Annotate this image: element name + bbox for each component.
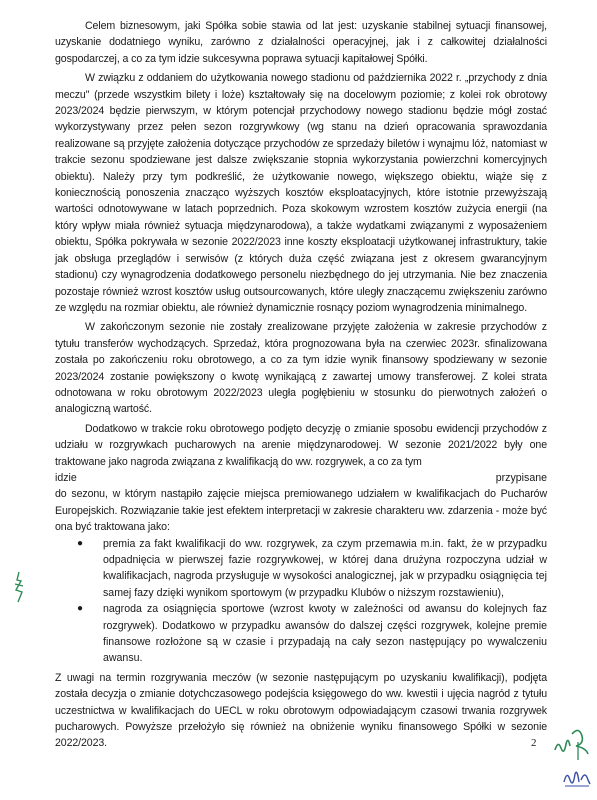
paragraph-accounting-change: Z uwagi na termin rozgrywania meczów (w sezonie następującym po uzyskaniu kwalifikacji), podjęta została decyzja o zmianie dotychczasowego podejścia księgowego do ww. kwestii i ujęcia nagród z tytułu uczestnictwa w kwalifikacjach do UECL w roku obrotowym odpowiadającym czasowi trwania rozgrywek pucharowych. Powyższe przełożyło się również na obniżenie wyniku finansowego Spółki w sezonie 2022/2023. [55,671,547,750]
margin-initial-mark [10,568,28,608]
split-right: przypisane [495,471,547,484]
list-item [55,601,547,667]
page-number: 2 [531,737,537,749]
list-item-text: premia za fakt kwalifikacji do ww. rozgrywek, za czym przemawia m.in. fakt, że w przypadku odpadnięcia w pierwszej fazie rozgrywkowej, w której dana drużyna rozpoczyna udział w kwalifikacjach, nagroda przysługuje w wysokości analogicznej, jak w przypadku osiągnięcia tej samej fazy dzięki wynikom sportowym (w przypadku Klubów o niższym rozstawieniu), [103,537,547,599]
list-item-text: nagroda za osiągnięcia sportowe (wzrost kwoty w zależności od awansu do kolejnych faz rozgrywek). Dodatkowo w przypadku awansów do dalszej części rozgrywek, kolejne premie finansowe rozłożone są w czasie i przypadają na cały sezon następujący po wywalczeniu awansu. [103,603,547,665]
list-item [55,536,547,602]
paragraph-business-goal: Celem biznesowym, jaki Spółka sobie stawia od lat jest: uzyskanie stabilnej sytuacji finansowej, uzyskanie dodatniego wyniku, zarówno z działalności operacyjnej, jak i z całkowitej działalności gospodarczej, a co za tym idzie sukcesywna poprawa sytuacji kapitałowej Spółki. [55,20,547,65]
signature-initials-blue [562,764,592,792]
bullet-list [55,536,547,667]
split-line [55,470,547,486]
document-body [55,18,547,752]
split-left: idzie [55,471,77,484]
paragraph-transfers: W zakończonym sezonie nie zostały zrealizowane przyjęte założenia w zakresie przychodów z tytułu transferów wychodzących. Sprzedaż, która prognozowana była na czerwiec 2023r. sfinalizowana została po zakończeniu roku obrotowego, a co za tym idzie wynik finansowy spodziewany w sezonie 2023/2024 zostanie powiększony o kwotę wynikającą z zawartej umowy transferowej. Z kolei strata odnotowana w roku obrotowym 2022/2023 uległa pogłębieniu w stosunku do pierwotnych założeń o analogiczną wartość. [55,321,547,416]
paragraph-new-stadium: W związku z oddaniem do użytkowania nowego stadionu od października 2022 r. „przychody z dnia meczu" (przede wszystkim bilety i loże) kształtowały się na docelowym poziomie; z kolei rok obrotowy 2023/2024 będzie pierwszym, w którym potencjał przychodowy nowego stadionu będzie mógł zostać wykorzystywany przez pełen sezon rozgrywkowy (wg stanu na dzień opracowania sprawozdania realizowane są przyjęte założenia dotyczące przychodów ze sprzedaży biletów i wynajmu lóż, natomiast w trakcie sezonu spodziewane jest dalsze zwiększanie stopnia wykorzystania powierzchni komercyjnych obiektu). Należy przy tym podkreślić, że użytkowanie nowego, większego obiektu, wiąże się z koniecznością ponoszenia znacząco wyższych kosztów eksploatacyjnych, które istotnie przewyższają wartości odnotowywane w latach poprzednich. Poza skokowym wzrostem kosztów zużycia energii (na który wpływ miała również sytuacja międzynarodowa), a także wydatkami związanymi z wyposażeniem obiektu, Spółka pokrywała w sezonie 2022/2023 inne koszty eksploatacji użytkowanej infrastruktury, takie jak obsługa przeglądów i serwisów (z których duża część związana jest z okresem gwarancyjnym stadionu) czy wynagrodzenia dodatkowego personelu niezbędnego do jej utrzymania. Nie bez znaczenia pozostaje również wzrost kosztów usług outsourcowanych, które uległy znaczącemu zwiększeniu zarówno ze względu na rozmiar obiektu, ale również dynamicznie rosnący poziom wynagrodzenia minimalnego. [55,72,547,314]
paragraph-cup-revenue-cont: do sezonu, w którym nastąpiło zajęcie miejsca premiowanego udziałem w kwalifikacjach do Pucharów Europejskich. Rozwiązanie takie jest efektem interpretacji w zakresie charakteru ww. zdarzenia - może być ona być traktowana jako: [55,488,547,534]
bullet-icon: ● [77,603,84,615]
signature-initials-green [552,722,594,764]
paragraph-cup-revenue: Dodatkowo w trakcie roku obrotowego podjęto decyzję o zmianie sposobu ewidencji przychodów z udziału w rozgrywkach pucharowych na arenie międzynarodowej. W sezonie 2021/2022 były one traktowane jako nagroda związana z kwalifikacją do ww. rozgrywek, a co za tym [55,422,547,468]
bullet-icon: ● [77,537,84,549]
